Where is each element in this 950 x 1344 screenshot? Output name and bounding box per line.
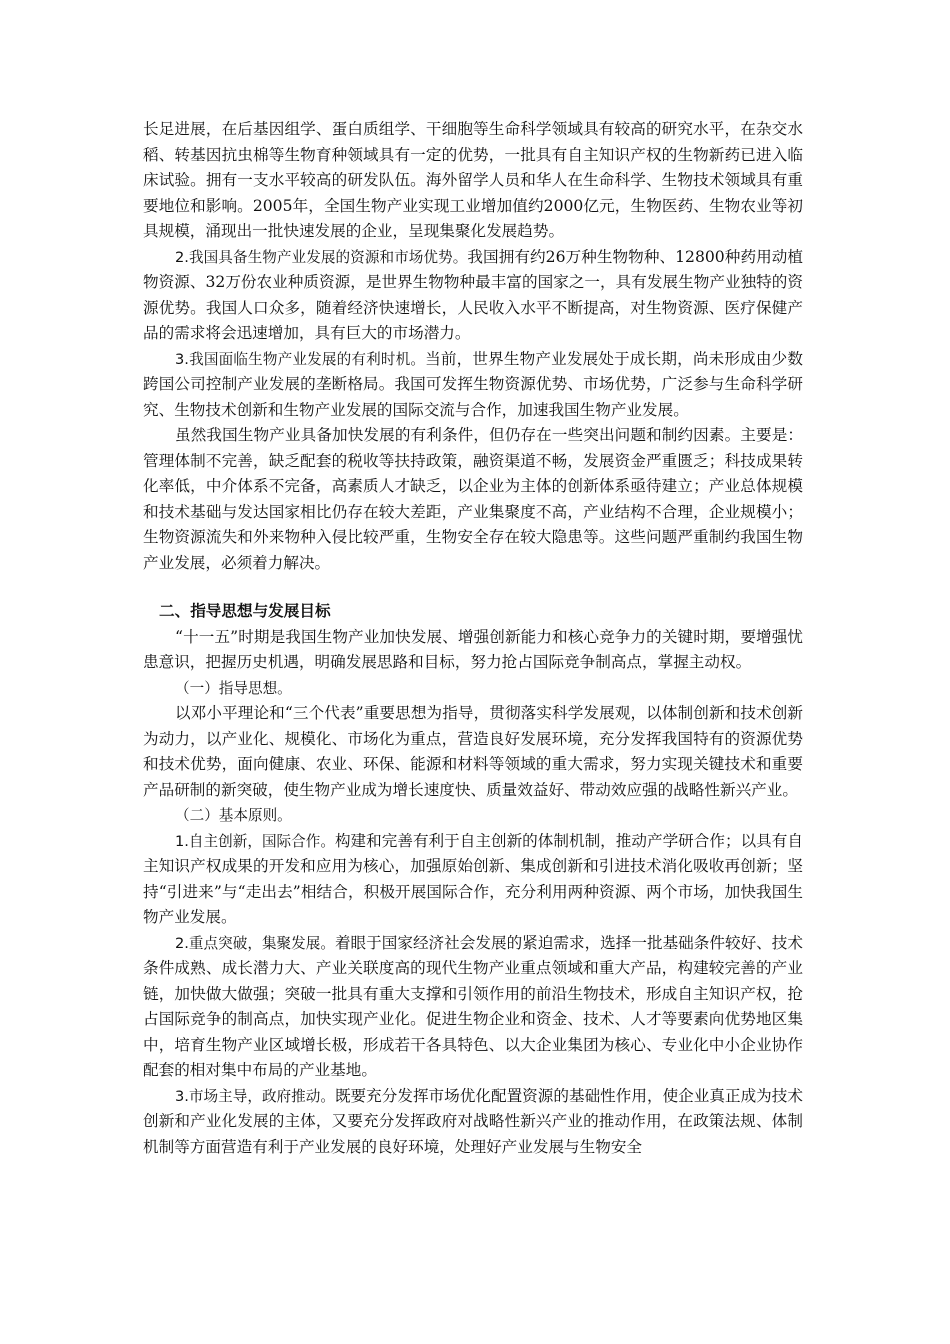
- paragraph-lead: 2.我国具备生物产业发展的资源和市场优势。: [175, 248, 468, 266]
- paragraph-body: 既要充分发挥市场优化配置资源的基础性作用，使企业真正成为技术创新和产业化发展的主体，又要充分发挥政府对战略性新兴产业的推动作用，在政策法规、体制机制等方面营造有利于产业发展的良好环境，处理好产业发展与生物安全: [143, 1086, 803, 1156]
- section-heading: 二、指导思想与发展目标: [159, 602, 331, 620]
- paragraph-problems: 虽然我国生物产业具备加快发展的有利条件，但仍存在一些突出问题和制约因素。主要是：管理体制不完善，缺乏配套的税收等扶持政策，融资渠道不畅，发展资金严重匮乏；科技成果转化率低，中介体系不完备，高素质人才缺乏，以企业为主体的创新体系亟待建立；产业总体规模和技术基础与发达国家相比仍存在较大差距，产业集聚度不高，产业结构不合理，企业规模小；生物资源流失和外来物种入侵比较严重，生物安全存在较大隐患等。这些问题严重制约我国生物产业发展，必须着力解决。: [143, 426, 803, 572]
- paragraph-principle-2: [143, 931, 803, 1084]
- document-page: [143, 117, 803, 1160]
- paragraph-lead: 3.市场主导，政府推动。: [175, 1087, 335, 1105]
- paragraph-guiding-thought: 以邓小平理论和“三个代表”重要思想为指导，贯彻落实科学发展观，以体制创新和技术创新为动力，以产业化、规模化、市场化为重点，营造良好发展环境，充分发挥我国特有的资源优势和技术优势，面向健康、农业、环保、能源和材料等领域的重大需求，努力实现关键技术和重要产品研制的新突破，使生物产业成为增长速度快、质量效益好、带动效应强的战略性新兴产业。: [143, 704, 803, 799]
- paragraph-opportunity: [143, 347, 803, 424]
- paragraph-body: 构建和完善有利于自主创新的体制机制，推动产学研合作；以具有自主知识产权成果的开发和应用为核心，加强原始创新、集成创新和引进技术消化吸收再创新；坚持“引进来”与“走出去”相结合，积极开展国际合作，充分利用两种资源、两个市场，加快我国生物产业发展。: [143, 831, 803, 926]
- paragraph-period: “十一五”时期是我国生物产业加快发展、增强创新能力和核心竞争力的关键时期，要增强忧患意识，把握历史机遇，明确发展思路和目标，努力抢占国际竞争制高点，掌握主动权。: [143, 627, 803, 671]
- subheading-principles: （二）基本原则。: [175, 807, 292, 824]
- paragraph-body: 着眼于国家经济社会发展的紧迫需求，选择一批基础条件较好、技术条件成熟、成长潜力大、产业关联度高的现代生物产业重点领域和重大产品，构建较完善的产业链，加快做大做强；突破一批具有重大支撑和引领作用的前沿生物技术，形成自主知识产权，抢占国际竞争的制高点，加快实现产业化。促进生物企业和资金、技术、人才等要素向优势地区集中，培育生物产业区域增长极，形成若干各具特色、以大企业集团为核心、专业化中小企业协作配套的相对集中布局的产业基地。: [143, 933, 803, 1079]
- paragraph-lead: 1.自主创新，国际合作。: [175, 832, 335, 850]
- paragraph-progress: 长足进展，在后基因组学、蛋白质组学、干细胞等生命科学领域具有较高的研究水平，在杂交水稻、转基因抗虫棉等生物育种领域具有一定的优势，一批具有自主知识产权的生物新药已进入临床试验。拥有一支水平较高的研发队伍。海外留学人员和华人在生命科学、生物技术领域具有重要地位和影响。2005年，全国生物产业实现工业增加值约2000亿元，生物医药、生物农业等初具规模，涌现出一批快速发展的企业，呈现集聚化发展趋势。: [143, 120, 803, 240]
- paragraph-principle-3: [143, 1084, 803, 1161]
- paragraph-principle-1: [143, 829, 803, 931]
- paragraph-body: 我国拥有约26万种生物物种、12800种药用动植物资源、32万份农业种质资源，是世界生物物种最丰富的国家之一，具有发展生物产业独特的资源优势。我国人口众多，随着经济快速增长，人民收入水平不断提高，对生物资源、医疗保健产品的需求将会迅速增加，具有巨大的市场潜力。: [143, 247, 803, 342]
- paragraph-lead: 2.重点突破，集聚发展。: [175, 934, 335, 952]
- paragraph-lead: 3.我国面临生物产业发展的有利时机。: [175, 350, 426, 368]
- paragraph-resources: [143, 245, 803, 347]
- subheading-guiding-thought: （一）指导思想。: [175, 679, 292, 697]
- paragraph-body: 当前，世界生物产业发展处于成长期，尚未形成由少数跨国公司控制产业发展的垄断格局。我国可发挥生物资源优势、市场优势，广泛参与生命科学研究、生物技术创新和生物产业发展的国际交流与合作，加速我国生物产业发展。: [143, 349, 803, 419]
